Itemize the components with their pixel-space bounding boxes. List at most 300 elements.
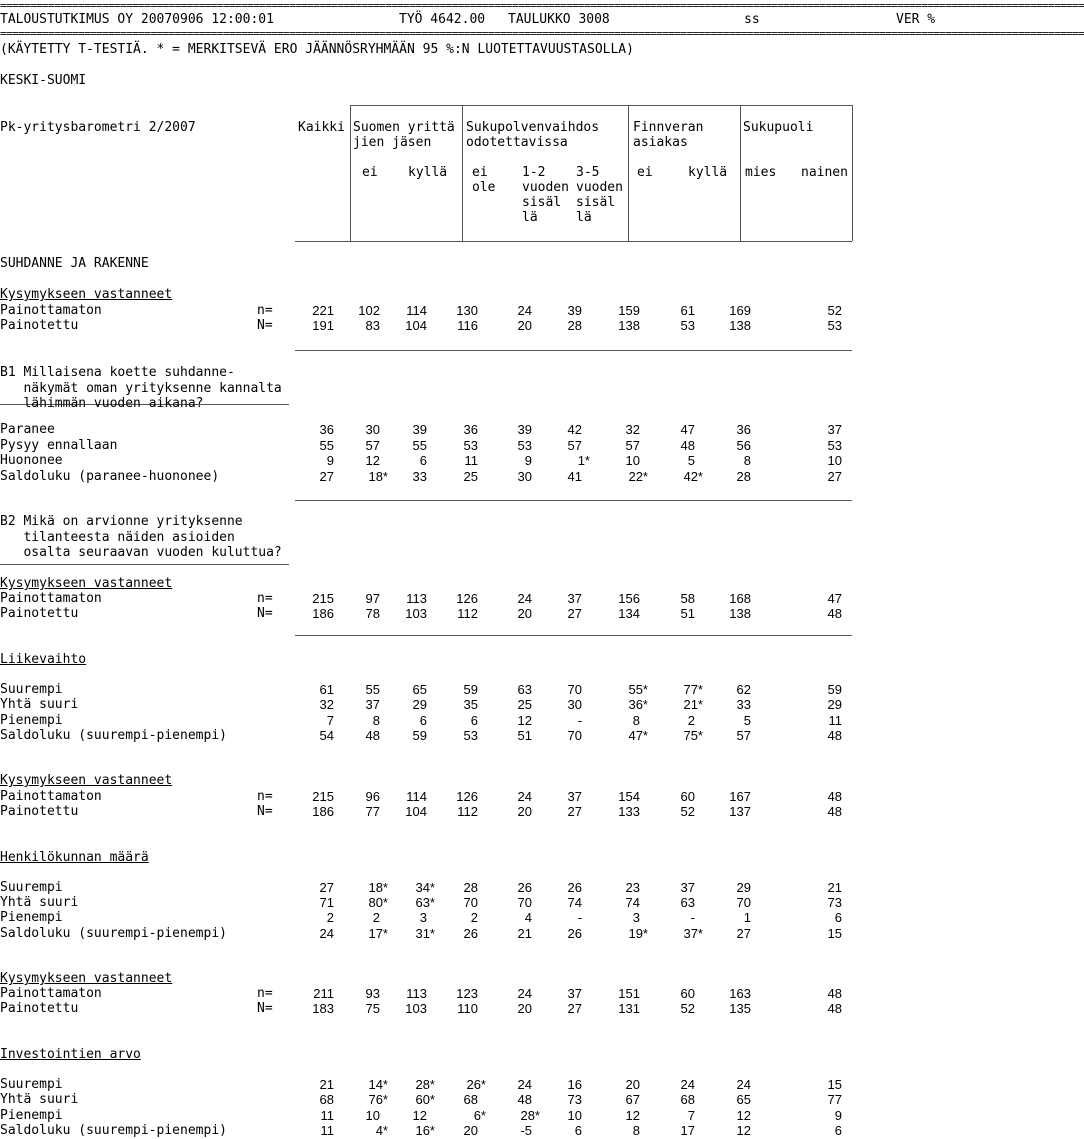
row-label: Saldoluku (paranee-huononee) (0, 469, 220, 484)
table-cell: 30 (567, 697, 582, 712)
table-cell: 17* (368, 926, 388, 941)
table-cell: 51 (517, 728, 532, 743)
table-cell: 20 (625, 1077, 640, 1092)
table-cell: 10 (827, 453, 842, 468)
table-cell: 21 (827, 880, 842, 895)
section-heading: Kysymykseen vastanneet (0, 576, 173, 591)
table-cell: 51 (680, 606, 695, 621)
table-cell: 2 (372, 910, 380, 925)
table-cell: 103 (405, 606, 427, 621)
table-cell: 123 (456, 986, 478, 1001)
row-label: Painottamaton (0, 986, 102, 1001)
row-label: Saldoluku (suurempi-pienempi) (0, 1123, 227, 1138)
column-sub-header: ei (362, 165, 378, 180)
table-cell: 97 (365, 591, 380, 606)
table-cell: 221 (312, 303, 334, 318)
column-sub-header: nainen (801, 165, 848, 180)
table-cell: 47 (680, 422, 695, 437)
table-cell: 80* (368, 895, 388, 910)
table-cell: 151 (618, 986, 640, 1001)
table-cell: 26 (517, 880, 532, 895)
table-cell: 104 (405, 804, 427, 819)
column-divider (852, 105, 853, 241)
column-group-header: odotettavissa (466, 135, 568, 150)
table-cell: 12 (517, 713, 532, 728)
table-cell: 11 (464, 453, 478, 468)
table-cell: 61 (680, 303, 695, 318)
table-cell: 12 (736, 1123, 751, 1138)
table-cell: 20 (463, 1123, 478, 1138)
column-group-header: asiakas (633, 135, 688, 150)
table-cell: 37 (567, 986, 582, 1001)
table-cell: 77 (827, 1092, 842, 1107)
table-cell: 53 (827, 438, 842, 453)
table-cell: 27 (567, 1001, 582, 1016)
table-cell: 167 (729, 789, 751, 804)
question-text: SUHDANNE JA RAKENNE (0, 256, 149, 271)
table-cell: 4 (524, 910, 532, 925)
table-cell: 33 (736, 697, 751, 712)
table-cell: 16 (567, 1077, 582, 1092)
table-cell: 113 (406, 591, 427, 606)
row-label: Suurempi (0, 1077, 63, 1092)
table-cell: 53 (463, 728, 478, 743)
question-text: lähimmän vuoden aikana? (0, 396, 204, 411)
column-group-header: jien jäsen (353, 135, 432, 150)
table-cell: 30 (517, 469, 532, 484)
table-cell: 134 (618, 606, 640, 621)
row-label: Pienempi (0, 910, 63, 925)
table-cell: 57 (567, 438, 582, 453)
row-label: Painotettu (0, 606, 79, 621)
row-count-marker: N= (257, 804, 273, 819)
table-cell: 75 (365, 1001, 380, 1016)
table-cell: 36 (463, 422, 478, 437)
report-job: TYÖ 4642.00 (399, 12, 486, 27)
significance-note: (KÄYTETTY T-TESTIÄ. * = MERKITSEVÄ ERO JÄÄNNÖSRYHMÄÄN 95 %:N LUOTETTAVUUSTASOLLA) (0, 42, 634, 57)
table-cell: 163 (729, 986, 751, 1001)
table-cell: 37 (680, 880, 695, 895)
table-cell: 16* (415, 1123, 435, 1138)
table-cell: 75* (683, 728, 703, 743)
table-cell: 10 (365, 1108, 380, 1123)
table-cell: 131 (618, 1001, 640, 1016)
table-cell: 48 (827, 606, 842, 621)
border-top: ==================================================================================================================================================================================== (0, 0, 1084, 12)
table-cell: 36 (319, 422, 334, 437)
table-cell: 59 (412, 728, 427, 743)
row-label: Painotettu (0, 804, 79, 819)
table-cell: 10 (567, 1108, 582, 1123)
table-cell: 135 (729, 1001, 751, 1016)
table-cell: 27 (736, 926, 751, 941)
table-cell: 4* (375, 1123, 388, 1138)
column-sub-header: vuoden (576, 180, 623, 195)
row-label: Yhtä suuri (0, 1092, 79, 1107)
row-label: Painotettu (0, 1001, 79, 1016)
table-cell: 37* (683, 926, 703, 941)
table-cell: 6* (473, 1108, 486, 1123)
table-cell: 19* (628, 926, 648, 941)
table-cell: 28 (736, 469, 751, 484)
table-cell: 74 (625, 895, 640, 910)
table-cell: 77 (365, 804, 380, 819)
table-cell: - (577, 713, 582, 728)
table-cell: 68 (463, 1092, 478, 1107)
row-count-marker: N= (257, 606, 273, 621)
column-sub-header: lä (522, 210, 538, 225)
table-cell: 21 (517, 926, 532, 941)
table-cell: 12 (736, 1108, 751, 1123)
question-text: B2 Mikä on arvionne yrityksenne (0, 514, 243, 529)
column-sub-header: ei (637, 165, 653, 180)
table-cell: 3 (419, 910, 427, 925)
table-cell: 211 (313, 986, 334, 1001)
border-mid: ==================================================================================================================================================================================== (0, 27, 1084, 40)
table-cell: 156 (618, 591, 640, 606)
table-cell: 39 (567, 303, 582, 318)
table-cell: 31* (415, 926, 435, 941)
table-cell: 27 (319, 469, 334, 484)
table-cell: 138 (618, 318, 640, 333)
table-cell: 26 (567, 880, 582, 895)
table-cell: 24 (680, 1077, 695, 1092)
question-underline (0, 564, 289, 565)
table-cell: 55 (319, 438, 334, 453)
table-cell: 24 (517, 789, 532, 804)
table-cell: 114 (406, 789, 427, 804)
table-cell: 14* (368, 1077, 388, 1092)
table-cell: 74 (567, 895, 582, 910)
table-cell: 68 (680, 1092, 695, 1107)
table-cell: 138 (729, 318, 751, 333)
table-cell: 70 (517, 895, 532, 910)
row-label: Huononee (0, 453, 63, 468)
table-cell: 11 (320, 1123, 334, 1138)
table-cell: 41 (567, 469, 582, 484)
table-cell: 24 (736, 1077, 751, 1092)
table-cell: 35 (463, 697, 478, 712)
table-cell: 18* (368, 880, 388, 895)
table-cell: -5 (520, 1123, 532, 1138)
column-group-header: Sukupuoli (743, 120, 814, 135)
table-cell: - (577, 910, 582, 925)
column-sub-header: 3-5 (576, 165, 600, 180)
column-divider (628, 105, 629, 241)
table-cell: 55 (365, 682, 380, 697)
table-cell: 48 (827, 728, 842, 743)
row-label: Suurempi (0, 880, 63, 895)
table-cell: 6 (574, 1123, 582, 1138)
table-cell: 1 (743, 910, 751, 925)
table-cell: 21 (319, 1077, 334, 1092)
table-cell: 63 (680, 895, 695, 910)
row-label: Painottamaton (0, 591, 102, 606)
column-group-header: Sukupolvenvaihdos (466, 120, 600, 135)
table-cell: 70 (463, 895, 478, 910)
table-cell: 159 (618, 303, 640, 318)
column-divider (350, 105, 351, 241)
table-cell: 8 (632, 1123, 640, 1138)
table-cell: 36* (628, 697, 648, 712)
table-cell: 12 (365, 453, 380, 468)
table-divider (295, 635, 852, 636)
table-cell: 61 (319, 682, 334, 697)
table-cell: 6 (470, 713, 478, 728)
table-cell: 17 (680, 1123, 695, 1138)
question-text: näkymät oman yrityksenne kannalta (0, 381, 282, 396)
table-cell: 54 (319, 728, 334, 743)
table-cell: 37 (567, 789, 582, 804)
table-cell: 47* (628, 728, 648, 743)
table-cell: 2 (326, 910, 334, 925)
table-cell: 8 (743, 453, 751, 468)
table-cell: 20 (517, 804, 532, 819)
table-cell: 154 (618, 789, 640, 804)
table-cell: 2 (687, 713, 695, 728)
table-cell: 32 (319, 697, 334, 712)
section-heading: Henkilökunnan määrä (0, 850, 149, 865)
table-cell: 63* (415, 895, 435, 910)
table-cell: 70 (567, 728, 582, 743)
table-cell: 57 (365, 438, 380, 453)
column-sub-header: kyllä (408, 165, 448, 180)
table-cell: 24 (319, 926, 334, 941)
section-heading: Kysymykseen vastanneet (0, 971, 173, 986)
column-divider (740, 105, 741, 241)
table-cell: 24 (517, 986, 532, 1001)
table-cell: 27 (319, 880, 334, 895)
table-cell: 3 (632, 910, 640, 925)
table-cell: 76* (368, 1092, 388, 1107)
table-cell: 58 (680, 591, 695, 606)
row-label: Pysyy ennallaan (0, 438, 118, 453)
table-cell: 27 (567, 804, 582, 819)
table-cell: 28 (463, 880, 478, 895)
table-cell: 29 (827, 697, 842, 712)
section-heading: Kysymykseen vastanneet (0, 287, 173, 302)
table-cell: 93 (365, 986, 380, 1001)
table-cell: 186 (312, 606, 334, 621)
table-cell: 191 (312, 318, 334, 333)
table-cell: 55 (412, 438, 427, 453)
table-cell: 2 (470, 910, 478, 925)
table-cell: 60 (680, 789, 695, 804)
table-cell: 6 (834, 910, 842, 925)
table-cell: 65 (412, 682, 427, 697)
table-cell: 73 (567, 1092, 582, 1107)
table-cell: 73 (827, 895, 842, 910)
table-cell: 11 (828, 713, 842, 728)
table-cell: 8 (632, 713, 640, 728)
table-cell: 68 (319, 1092, 334, 1107)
table-divider (350, 105, 853, 106)
row-label: Painottamaton (0, 789, 102, 804)
table-cell: 10 (625, 453, 640, 468)
table-cell: 116 (457, 318, 478, 333)
table-cell: 28* (520, 1108, 540, 1123)
table-cell: 8 (372, 713, 380, 728)
table-cell: 39 (517, 422, 532, 437)
table-cell: 71 (319, 895, 334, 910)
table-cell: 27 (827, 469, 842, 484)
table-cell: 53 (827, 318, 842, 333)
table-cell: 83 (365, 318, 380, 333)
region-title: KESKI-SUOMI (0, 73, 87, 88)
table-cell: 7 (687, 1108, 695, 1123)
report-table-number: TAULUKKO 3008 (508, 12, 610, 27)
survey-title: Pk-yritysbarometri 2/2007 (0, 120, 196, 135)
table-cell: 137 (729, 804, 751, 819)
table-cell: 70 (567, 682, 582, 697)
table-cell: 26* (466, 1077, 486, 1092)
table-cell: 126 (456, 591, 478, 606)
column-group-header: Finnveran (633, 120, 704, 135)
table-cell: 104 (405, 318, 427, 333)
table-cell: 60 (680, 986, 695, 1001)
question-text: osalta seuraavan vuoden kuluttua? (0, 545, 282, 560)
table-cell: 34* (415, 880, 435, 895)
row-label: Painotettu (0, 318, 79, 333)
column-sub-header: ei (472, 165, 488, 180)
column-sub-header: vuoden (522, 180, 569, 195)
column-sub-header: ole (472, 180, 496, 195)
question-text: tilanteesta näiden asioiden (0, 530, 235, 545)
table-cell: 53 (517, 438, 532, 453)
table-cell: 5 (743, 713, 751, 728)
table-cell: 96 (365, 789, 380, 804)
row-label: Saldoluku (suurempi-pienempi) (0, 926, 227, 941)
column-sub-header: sisäl (576, 195, 616, 210)
table-divider (295, 241, 852, 242)
row-count-marker: n= (257, 303, 273, 318)
table-cell: 133 (618, 804, 640, 819)
table-cell: 47 (827, 591, 842, 606)
section-heading: Kysymykseen vastanneet (0, 773, 173, 788)
table-cell: 30 (365, 422, 380, 437)
table-cell: 48 (517, 1092, 532, 1107)
table-cell: 52 (680, 804, 695, 819)
table-cell: 29 (736, 880, 751, 895)
row-count-marker: n= (257, 789, 273, 804)
table-divider (295, 500, 852, 501)
table-cell: 215 (312, 789, 334, 804)
report-ss: ss (744, 12, 760, 27)
table-cell: 23 (625, 880, 640, 895)
table-cell: 114 (406, 303, 427, 318)
table-cell: 48 (827, 804, 842, 819)
table-cell: 138 (729, 606, 751, 621)
table-cell: 15 (827, 1077, 842, 1092)
table-cell: 24 (517, 1077, 532, 1092)
row-count-marker: N= (257, 1001, 273, 1016)
table-cell: 48 (827, 1001, 842, 1016)
row-label: Pienempi (0, 713, 63, 728)
table-cell: 52 (680, 1001, 695, 1016)
table-cell: 42* (683, 469, 703, 484)
report-company-timestamp: TALOUSTUTKIMUS OY 20070906 12:00:01 (0, 12, 274, 27)
table-cell: 42 (567, 422, 582, 437)
report-version: VER % (896, 12, 936, 27)
row-label: Pienempi (0, 1108, 63, 1123)
table-cell: 53 (463, 438, 478, 453)
table-cell: 48 (827, 789, 842, 804)
table-cell: 39 (412, 422, 427, 437)
table-cell: - (690, 910, 695, 925)
table-cell: 215 (312, 591, 334, 606)
table-cell: 57 (736, 728, 751, 743)
table-cell: 5 (687, 453, 695, 468)
table-cell: 1* (577, 453, 590, 468)
column-group-header: Suomen yrittä (353, 120, 455, 135)
table-cell: 63 (517, 682, 532, 697)
table-cell: 112 (457, 804, 478, 819)
table-cell: 77* (683, 682, 703, 697)
table-cell: 78 (365, 606, 380, 621)
table-cell: 102 (358, 303, 380, 318)
table-cell: 20 (517, 1001, 532, 1016)
table-cell: 25 (517, 697, 532, 712)
table-cell: 53 (680, 318, 695, 333)
row-label: Yhtä suuri (0, 697, 79, 712)
table-cell: 12 (625, 1108, 640, 1123)
table-cell: 24 (517, 591, 532, 606)
table-cell: 168 (729, 591, 751, 606)
table-cell: 60* (415, 1092, 435, 1107)
table-cell: 6 (834, 1123, 842, 1138)
question-text: B1 Millaisena koette suhdanne- (0, 365, 235, 380)
table-cell: 22* (628, 469, 648, 484)
row-label: Painottamaton (0, 303, 102, 318)
table-cell: 9 (524, 453, 532, 468)
table-cell: 26 (567, 926, 582, 941)
column-sub-header: 1-2 (522, 165, 546, 180)
table-cell: 59 (827, 682, 842, 697)
column-group-header: Kaikki (298, 120, 345, 135)
table-cell: 28* (415, 1077, 435, 1092)
table-cell: 12 (412, 1108, 427, 1123)
section-heading: Investointien arvo (0, 1047, 141, 1062)
table-cell: 37 (567, 591, 582, 606)
table-cell: 27 (567, 606, 582, 621)
table-divider (295, 350, 852, 351)
table-cell: 24 (517, 303, 532, 318)
table-cell: 26 (463, 926, 478, 941)
table-cell: 65 (736, 1092, 751, 1107)
column-sub-header: kyllä (688, 165, 728, 180)
table-cell: 70 (736, 895, 751, 910)
table-cell: 62 (736, 682, 751, 697)
table-cell: 28 (567, 318, 582, 333)
table-cell: 29 (412, 697, 427, 712)
table-cell: 48 (680, 438, 695, 453)
table-cell: 57 (625, 438, 640, 453)
table-cell: 36 (736, 422, 751, 437)
table-cell: 186 (312, 804, 334, 819)
row-count-marker: n= (257, 591, 273, 606)
table-cell: 18* (368, 469, 388, 484)
row-label: Paranee (0, 422, 55, 437)
table-cell: 112 (457, 606, 478, 621)
table-cell: 48 (827, 986, 842, 1001)
table-cell: 9 (834, 1108, 842, 1123)
table-cell: 7 (326, 713, 334, 728)
column-sub-header: sisäl (522, 195, 562, 210)
row-label: Yhtä suuri (0, 895, 79, 910)
table-cell: 20 (517, 606, 532, 621)
column-divider (462, 105, 463, 241)
table-cell: 21* (683, 697, 703, 712)
